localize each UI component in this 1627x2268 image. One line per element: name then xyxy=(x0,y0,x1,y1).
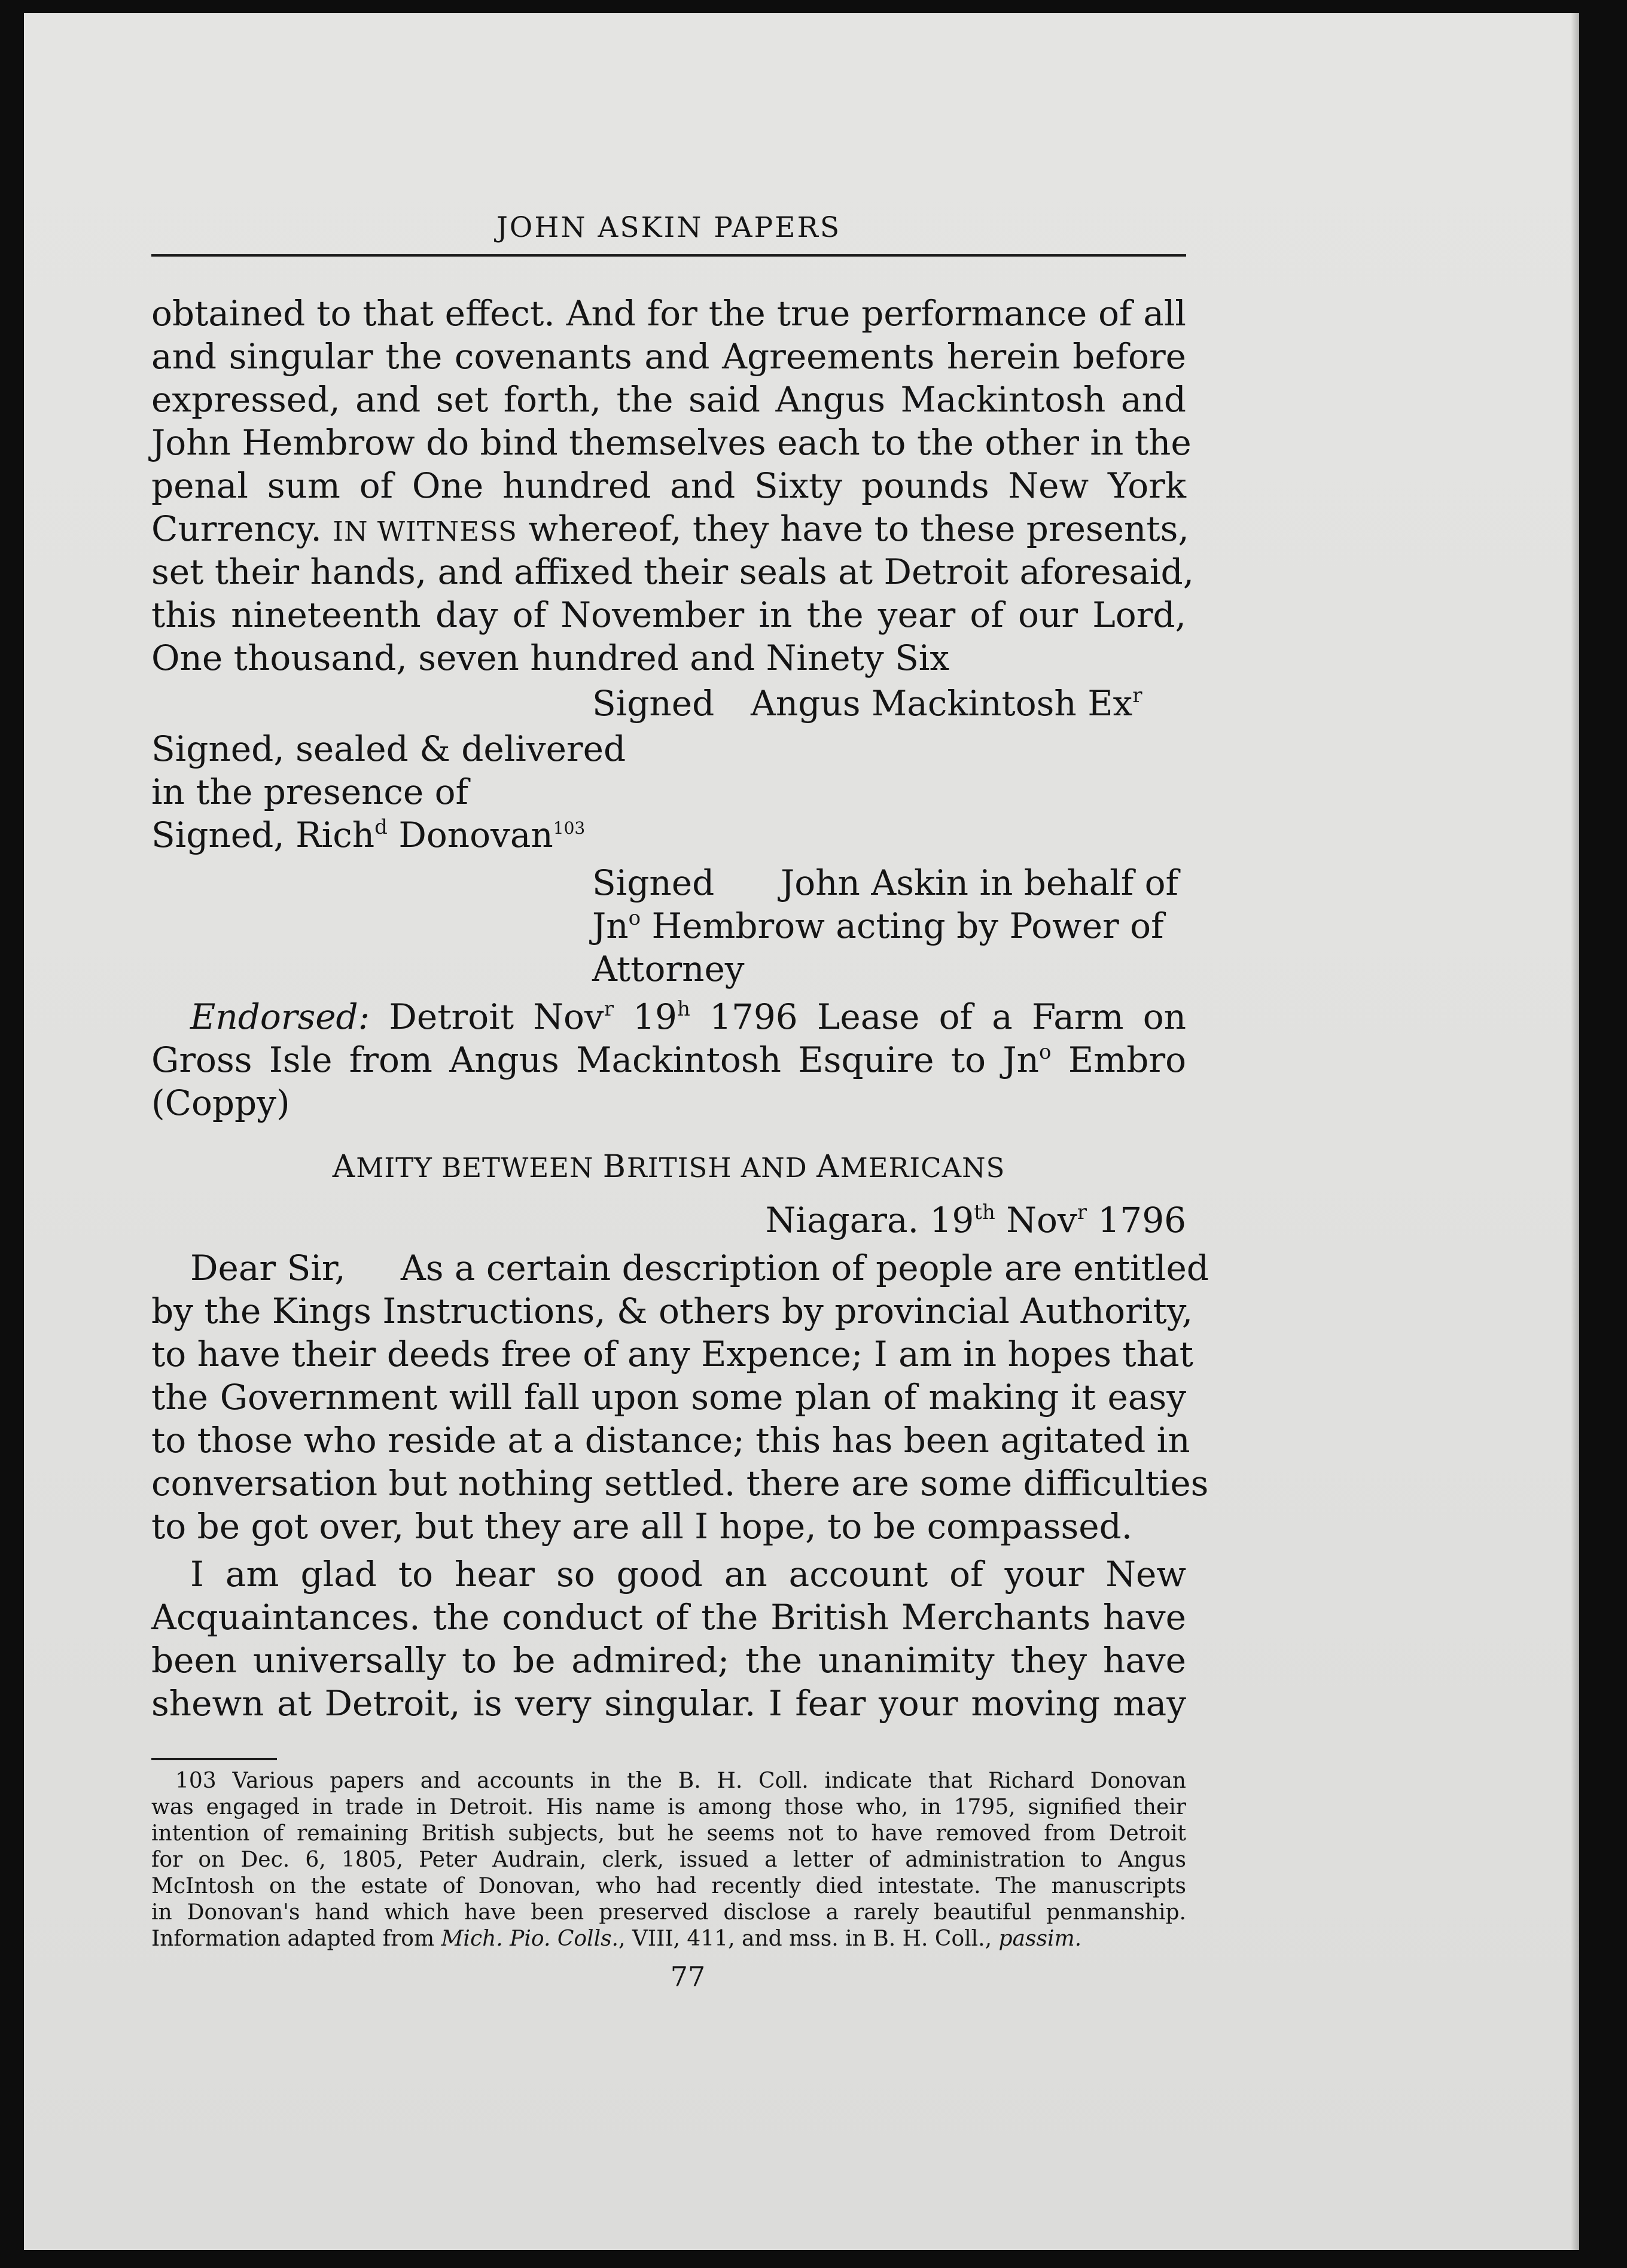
endorsed-label: Endorsed: xyxy=(190,996,370,1037)
signed-label: Signed xyxy=(592,683,715,724)
footnote-line: Information adapted from Mich. Pio. Colls., VIII, 411, and mss. in B. H. Coll., passim. xyxy=(151,1926,1082,1951)
footnote-line: for on Dec. 6, 1805, Peter Audrain, clerk, issued a letter of administration to Angus xyxy=(151,1848,1186,1872)
signer-line: Jn$^o$ Hembrow acting by Power of xyxy=(592,906,1164,946)
body-line: Currency. IN WITNESS whereof, they have to these presents, xyxy=(151,508,1189,549)
body-line: expressed, and set forth, the said Angus Mackintosh and xyxy=(151,379,1186,420)
running-header: JOHN ASKIN PAPERS xyxy=(496,211,842,244)
page-number: 77 xyxy=(670,1961,706,1993)
witness-line: in the presence of xyxy=(151,772,469,812)
body-line: this nineteenth day of November in the year of our Lord, xyxy=(151,595,1186,635)
letter-line: to those who reside at a distance; this has been agitated in xyxy=(151,1420,1190,1461)
footnote-line: in Donovan's hand which have been preserved disclose a rarely beautiful penmanship. xyxy=(151,1900,1186,1925)
letter-line: by the Kings Instructions, & others by provincial Authority, xyxy=(151,1291,1193,1331)
witness-line: Signed, Rich$^d$ Donovan$^{103}$ xyxy=(151,815,586,855)
endorsed-line: (Coppy) xyxy=(151,1083,290,1123)
letter-line: been universally to be admired; the unanimity they have xyxy=(151,1640,1186,1681)
dateline: Niagara. 19th Nov$^r$ 1796 xyxy=(765,1200,1186,1240)
body-line: penal sum of One hundred and Sixty pounds New York xyxy=(151,465,1186,506)
footnote-ref: 103 xyxy=(553,818,586,838)
footnote-line: McIntosh on the estate of Donovan, who had recently died intestate. The manuscripts xyxy=(151,1874,1186,1898)
witness-line: Signed, sealed & delivered xyxy=(151,728,626,769)
letter-line: shewn at Detroit, is very singular. I fear your moving may xyxy=(151,1683,1186,1724)
letter-line: to have their deeds free of any Expence; I am in hopes that xyxy=(151,1334,1193,1374)
endorsed-line: Endorsed: Detroit Nov$^r$ 19$^h$ 1796 Lease of a Farm on xyxy=(190,996,1186,1037)
footnote-line: intention of remaining British subjects, but he seems not to have removed from Detroit xyxy=(151,1821,1186,1846)
letter-line: to be got over, but they are all I hope, to be compassed. xyxy=(151,1506,1133,1547)
header-rule xyxy=(151,254,1186,257)
letter-line: the Government will fall upon some plan of making it easy xyxy=(151,1377,1186,1418)
signed-label: Signed xyxy=(592,862,715,903)
footnote-line: 103 Various papers and accounts in the B. H. Coll. indicate that Richard Donovan xyxy=(175,1769,1186,1793)
body-line: obtained to that effect. And for the true performance of all xyxy=(151,293,1186,334)
signer-name: John Askin in behalf of xyxy=(781,862,1179,903)
body-line: John Hembrow do bind themselves each to the other in the xyxy=(151,422,1192,463)
footnote-line: was engaged in trade in Detroit. His name is among those who, in 1795, signified their xyxy=(151,1795,1186,1819)
endorsed-line: Gross Isle from Angus Mackintosh Esquire to Jn$^o$ Embro xyxy=(151,1040,1187,1080)
signer-line: Attorney xyxy=(592,949,745,989)
letter-line: I am glad to hear so good an account of your New xyxy=(190,1554,1186,1595)
body-line: One thousand, seven hundred and Ninety Six xyxy=(151,638,950,678)
letter-line: conversation but nothing settled. there are some difficulties xyxy=(151,1463,1209,1504)
letter-line: Dear Sir, As a certain description of people are entitled xyxy=(190,1248,1209,1288)
in-witness-smallcaps: IN WITNESS xyxy=(333,516,517,547)
section-title: AMITY BETWEEN BRITISH AND AMERICANS xyxy=(332,1149,1006,1185)
body-line: and singular the covenants and Agreements herein before xyxy=(151,336,1186,377)
signer-name: Angus Mackintosh Ex$^r$ xyxy=(751,683,1142,724)
body-line: set their hands, and affixed their seals at Detroit aforesaid, xyxy=(151,551,1195,592)
letter-line: Acquaintances. the conduct of the British Merchants have xyxy=(151,1597,1186,1638)
footnote-rule xyxy=(151,1758,277,1760)
